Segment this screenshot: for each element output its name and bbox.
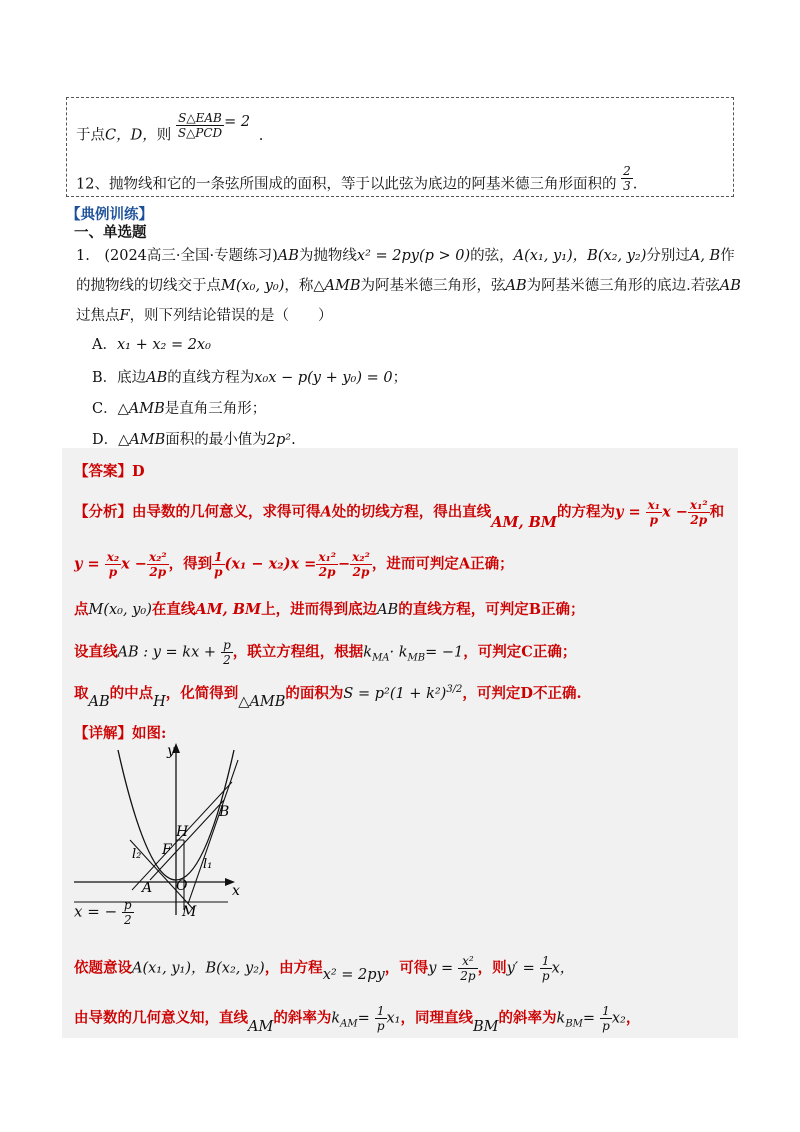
n: p xyxy=(223,638,231,652)
triangle-amb: △AMB xyxy=(313,278,361,294)
an-text: ，得到 xyxy=(168,555,213,573)
label-b: B xyxy=(219,804,230,820)
dt-text: 依题意设 xyxy=(74,959,132,977)
n: x₁ xyxy=(647,498,661,512)
q-source: 1. (2024高三·全国·专题练习) xyxy=(76,248,278,264)
an-text: ，联立方程组，根据 xyxy=(232,643,364,661)
frac-p-2-fig xyxy=(122,898,134,927)
option-a xyxy=(92,333,211,354)
focus-f: F xyxy=(119,308,130,324)
label-l1: l₁ xyxy=(203,857,213,872)
dt-sub: BM xyxy=(565,1018,583,1030)
an-m: M(x₀, y₀) xyxy=(88,602,152,618)
option-c xyxy=(92,397,266,418)
an-sub: MB xyxy=(407,652,426,664)
point-m: M(x₀, y₀) xyxy=(221,278,285,294)
an-text: ，可判定C正确； xyxy=(463,643,577,661)
an-text: 【分析】由导数的几何意义，求得可得 xyxy=(74,503,321,521)
d: p xyxy=(541,969,550,983)
n: p xyxy=(123,898,132,912)
detail-line-1 xyxy=(74,954,574,983)
dt-sub: AM xyxy=(340,1018,358,1030)
an-text: 和 xyxy=(709,503,725,521)
an-text: 的面积为 xyxy=(285,685,344,702)
q-text: 作 xyxy=(720,248,735,264)
d: 2p xyxy=(352,565,370,579)
dt-points: A(x₁, y₁)，B(x₂, y₂) xyxy=(132,960,265,977)
dt-eq: = xyxy=(582,1010,596,1027)
opt-tri: △AMB xyxy=(118,432,166,448)
dt-am: AM xyxy=(248,1018,274,1035)
q-text: 为阿基米德三角形的底边.若弦 xyxy=(526,278,720,294)
box-line-2 xyxy=(76,164,638,199)
an-ab-eq: AB : y = kx + xyxy=(117,644,217,661)
an-text: 点 xyxy=(74,601,89,618)
an-a: A xyxy=(320,503,332,521)
d: p xyxy=(376,1019,385,1033)
n: 1 xyxy=(212,550,224,565)
an-x: x − xyxy=(662,503,688,521)
dt-text: ，则 xyxy=(477,959,507,977)
opt-label: D． xyxy=(92,432,119,448)
n: x₁² xyxy=(318,550,336,564)
option-d xyxy=(92,428,296,449)
box-points: C，D， xyxy=(105,127,157,144)
analysis-line-1 xyxy=(74,498,725,531)
dt-y: y = xyxy=(428,960,454,977)
an-lines: AM, BM xyxy=(195,601,262,618)
n: x₂² xyxy=(148,550,167,564)
dt-x: x， xyxy=(551,960,575,977)
dt-x1: x₁ xyxy=(386,1010,401,1027)
an-text: ，化简得到 xyxy=(165,685,239,702)
frac-num: 2 xyxy=(623,164,631,178)
an-text: 设直线 xyxy=(74,643,118,661)
opt-text: 是直角三角形； xyxy=(164,401,267,417)
question-line-3 xyxy=(76,304,333,325)
an-neg1: = −1 xyxy=(425,644,464,661)
an-area: S = p²(1 + k²) xyxy=(343,686,447,702)
box-line-1 xyxy=(76,111,264,150)
analysis-line-2 xyxy=(74,550,514,579)
q-ab: AB xyxy=(505,278,527,294)
label-a: A xyxy=(142,880,153,896)
opt-label: A． xyxy=(92,337,117,353)
d: 2 xyxy=(223,653,231,667)
frac-num: S△EAB xyxy=(176,111,224,126)
question-line-1 xyxy=(76,244,735,265)
an-text: 的方程为 xyxy=(556,503,615,521)
frac-x1-p xyxy=(646,498,662,527)
an-tri: △AMB xyxy=(238,694,286,710)
directrix-label xyxy=(74,898,134,927)
dt-eq: x² = 2py xyxy=(322,966,385,983)
frac-x1sq-2p xyxy=(688,498,710,527)
d: p xyxy=(649,513,659,527)
d: p xyxy=(602,1019,610,1033)
opt-ab: AB xyxy=(146,370,168,386)
dt-text: 的斜率为 xyxy=(273,1009,332,1027)
opt-label: B．底边 xyxy=(92,370,147,386)
frac-1-p-dt xyxy=(540,954,552,983)
q-ab: AB xyxy=(277,248,299,264)
q-ab2: A, B xyxy=(689,248,721,264)
dt-text: ，同理直线 xyxy=(400,1009,473,1027)
an-minus: − xyxy=(338,555,351,573)
n: x₂² xyxy=(352,550,370,564)
opt-d-val: 2p² xyxy=(266,432,292,448)
d: 2p xyxy=(318,565,336,579)
dt-text: ，可得 xyxy=(384,959,429,977)
frac-1-p xyxy=(212,550,224,579)
q-ab: AB xyxy=(719,278,741,294)
d: p xyxy=(214,565,223,579)
opt-a-eq: x₁ + x₂ = 2x₀ xyxy=(116,337,211,353)
n: 1 xyxy=(540,954,552,969)
label-f: F xyxy=(162,842,172,858)
dt-bm: BM xyxy=(473,1018,499,1035)
analysis-line-4 xyxy=(74,638,576,667)
frac-1-p-bm xyxy=(600,1004,612,1033)
an-ab: AB xyxy=(377,602,399,618)
opt-tri: △AMB xyxy=(117,401,165,417)
n: x² xyxy=(458,954,477,969)
opt-end: . xyxy=(291,432,296,448)
xeq: x = − xyxy=(74,902,118,921)
d: 2p xyxy=(149,565,167,579)
an-text: 的直线方程，可判定B正确； xyxy=(398,601,585,618)
detail-heading: 【详解】如图: xyxy=(74,725,167,742)
parabola-eq: x² = 2py(p > 0) xyxy=(356,248,471,264)
an-text: 处的切线方程，得出直线 xyxy=(331,503,492,521)
dt-k: k xyxy=(556,1010,566,1027)
opt-text: 的直线方程为 xyxy=(167,370,255,386)
frac-p-2 xyxy=(221,638,233,667)
q-text: 的抛物线的切线交于点 xyxy=(76,278,221,294)
an-exp: 3/2 xyxy=(446,684,463,696)
an-text: 的中点 xyxy=(109,685,154,702)
box-dot: . xyxy=(258,127,264,144)
an-text: 取 xyxy=(74,685,89,702)
box-text: 于点 xyxy=(76,127,105,144)
an-eq: (x₁ − x₂)x = xyxy=(224,555,317,573)
an-y: y = xyxy=(74,555,100,573)
frac-x2-2p xyxy=(458,954,477,983)
an-sub: MA xyxy=(372,652,390,664)
frac-den: 3 xyxy=(623,179,631,193)
an-text: ，可判定D不正确. xyxy=(462,685,582,702)
n: 1 xyxy=(600,1004,612,1019)
q-text: 过焦点 xyxy=(76,308,120,324)
dt-text: ， xyxy=(625,1009,641,1027)
opt-b-eq: x₀x − p(y + y₀) = 0 xyxy=(254,370,393,386)
q-text: ，称 xyxy=(284,278,314,294)
dt-text: 由导数的几何意义知，直线 xyxy=(74,1009,248,1027)
box-text-then: 则 xyxy=(156,127,172,144)
q-text: 为抛物线 xyxy=(298,248,357,264)
parabola-figure xyxy=(72,740,252,920)
analysis-line-3 xyxy=(74,598,584,619)
dt-eq: = xyxy=(357,1010,370,1027)
dt-text: ，由方程 xyxy=(264,959,323,977)
d: 2p xyxy=(690,513,708,527)
an-h: H xyxy=(153,694,166,710)
label-y: y xyxy=(167,743,175,759)
opt-label: C． xyxy=(92,401,118,417)
opt-end: ； xyxy=(392,370,408,386)
label-h: H xyxy=(176,824,189,840)
question-line-2 xyxy=(76,274,741,295)
frac-x1sq-2p-b xyxy=(316,550,338,579)
an-k2: · k xyxy=(389,644,408,661)
n: 1 xyxy=(375,1004,387,1019)
dt-yprime: y′ = xyxy=(506,960,535,977)
detail-line-2 xyxy=(74,1004,640,1033)
example-heading: 【典例训练】 xyxy=(66,206,153,223)
section-title: 一、单选题 xyxy=(74,224,147,241)
area-ratio-fraction xyxy=(176,111,224,140)
opt-text: 面积的最小值为 xyxy=(165,432,267,448)
d: 2 xyxy=(123,913,132,927)
an-text: 在直线 xyxy=(151,601,196,618)
frac-x2sq-2p-b xyxy=(350,550,372,579)
frac-1-p-am xyxy=(375,1004,387,1033)
n: x₁² xyxy=(689,498,708,512)
chord-ab xyxy=(150,800,224,880)
frac-x2sq-2p xyxy=(147,550,169,579)
an-y: y = xyxy=(614,503,641,521)
points-ab: A(x₁, y₁)，B(x₂, y₂) xyxy=(513,248,647,264)
box-text-12: 12、抛物线和它的一条弦所围成的面积，等于以此弦为底边的阿基米德三角形面积的 xyxy=(76,176,617,193)
answer: 【答案】D xyxy=(74,463,145,480)
d: p xyxy=(108,565,118,579)
dt-k: k xyxy=(331,1010,341,1027)
d: 2p xyxy=(460,969,476,983)
label-x: x xyxy=(232,883,240,899)
an-lines: AM, BM xyxy=(491,513,557,531)
box-end: . xyxy=(632,176,638,193)
an-ab: AB xyxy=(88,694,110,710)
an-k: k xyxy=(363,644,373,661)
dt-x2: x₂ xyxy=(611,1010,626,1027)
option-b xyxy=(92,366,407,387)
label-l2: l₂ xyxy=(132,847,142,862)
analysis-line-5 xyxy=(74,682,582,710)
an-text: 上，进而得到底边 xyxy=(261,601,378,618)
q-text: 为阿基米德三角形，弦 xyxy=(360,278,506,294)
label-o: O xyxy=(176,878,188,894)
q-text: 的弦， xyxy=(470,248,514,264)
dt-text: 的斜率为 xyxy=(498,1009,557,1027)
frac-x2-p xyxy=(105,550,121,579)
q-text: 分别过 xyxy=(646,248,690,264)
ratio-value: = 2 xyxy=(224,113,251,130)
frac-den: S△PCD xyxy=(177,126,223,140)
an-text: ，进而可判定A正确； xyxy=(371,555,514,573)
an-x: x − xyxy=(121,555,147,573)
q-text: ，则下列结论错误的是（ ） xyxy=(129,308,333,324)
two-thirds-fraction xyxy=(621,164,633,193)
n: x₂ xyxy=(106,550,120,564)
label-m: M xyxy=(182,904,197,920)
